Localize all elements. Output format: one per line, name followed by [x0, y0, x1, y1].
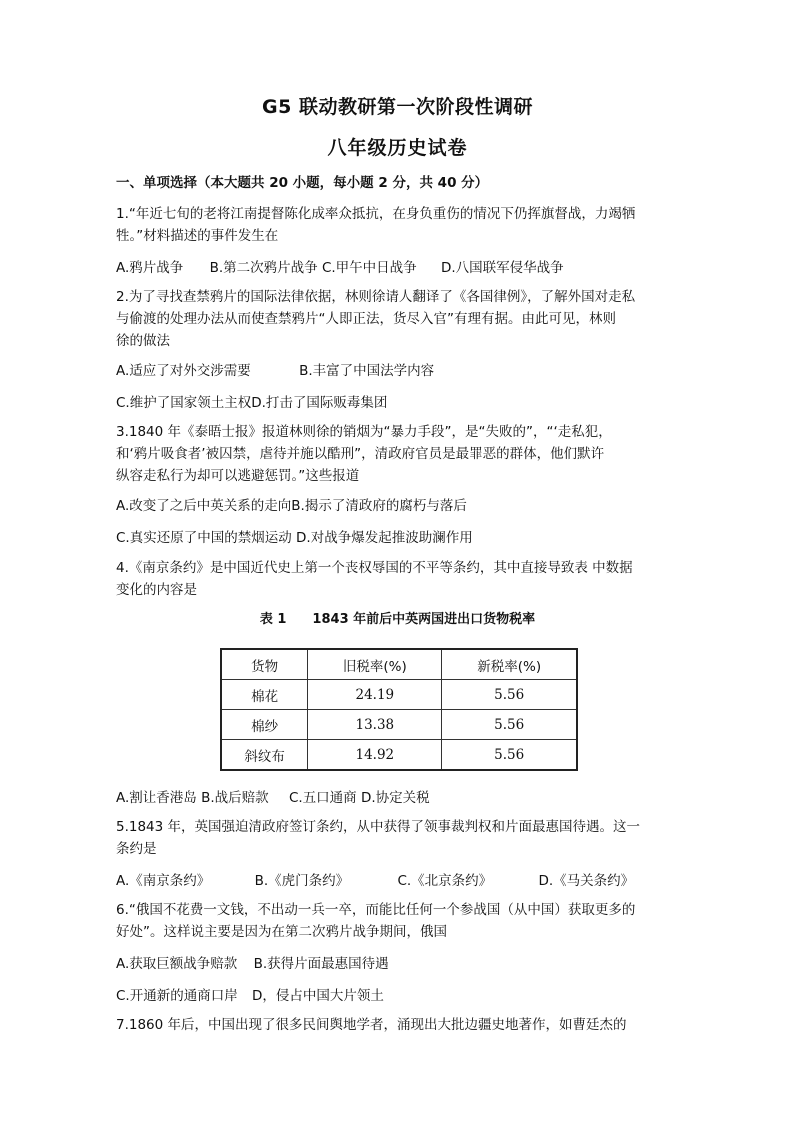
question-4-line-2: 变化的内容是 — [116, 582, 197, 598]
question-6-option-b: B.获得片面最惠国待遇 — [253, 956, 389, 972]
question-1-line-1: 1.“年近七旬的老将江南提督陈化成率众抵抗，在身负重伤的情况下仍挥旗督战，力竭牺 — [116, 206, 636, 222]
table-row — [221, 710, 577, 740]
question-4-options — [116, 786, 430, 806]
question-3-line-1: 3.1840 年《泰晤士报》报道林则徐的销烟为“暴力手段”，是“失败的”，“‘走私犯， — [116, 424, 612, 440]
table-header-cell: 货物 — [221, 649, 308, 680]
question-4-line-1: 4.《南京条约》是中国近代史上第一个丧权辱国的不平等条约，其中直接导致表 中数据 — [116, 560, 633, 576]
question-5-line-1: 5.1843 年，英国强迫清政府签订条约，从中获得了领事裁判权和片面最惠国待遇。这一 — [116, 819, 641, 835]
question-3-options-row-2: C.真实还原了中国的禁烟运动 D.对战争爆发起推波助澜作用 — [116, 530, 473, 546]
question-7 — [116, 1014, 686, 1036]
table-header-row — [221, 649, 577, 680]
table-cell-new-rate: 5.56 — [442, 710, 577, 740]
question-5-option-a: A.《南京条约》 — [116, 873, 211, 889]
question-2-line-1: 2.为了寻找查禁鸦片的国际法律依据，林则徐请人翻译了《各国律例》，了解外国对走私 — [116, 289, 636, 305]
question-3-line-2: 和‘鸦片吸食者’被囚禁，虐待并施以酷刑”，清政府官员是最罪恶的群体，他们默许 — [116, 446, 605, 462]
table-cell-item: 斜纹布 — [221, 740, 308, 771]
table-cell-new-rate: 5.56 — [442, 740, 577, 771]
question-4 — [116, 557, 686, 601]
question-2-options-row-2: C.维护了国家领土主权D.打击了国际贩毒集团 — [116, 395, 388, 411]
question-6-line-1: 6.“俄国不花费一文钱，不出动一兵一卒，而能比任何一个参战国（从中国）获取更多的 — [116, 902, 636, 918]
question-6-options-row-1 — [116, 952, 389, 972]
table-row — [221, 740, 577, 771]
question-5-line-2: 条约是 — [116, 841, 157, 857]
table-header-cell: 旧税率(%) — [308, 649, 442, 680]
table-cell-old-rate: 13.38 — [308, 710, 442, 740]
question-6-option-d: D，侵占中国大片领土 — [252, 988, 384, 1004]
question-6 — [116, 899, 686, 943]
section-heading: 一、单项选择（本大题共 20 小题，每小题 2 分，共 40 分） — [116, 175, 489, 191]
question-6-options-row-2 — [116, 984, 384, 1004]
question-5-option-c: C.《北京条约》 — [397, 873, 493, 889]
table-cell-old-rate: 24.19 — [308, 680, 442, 710]
question-2 — [116, 286, 686, 352]
question-3-line-3: 纵容走私行为却可以逃避惩罚。”这些报道 — [116, 468, 360, 484]
question-3 — [116, 421, 686, 487]
question-1-option-c: C.甲午中日战争 — [321, 260, 417, 276]
question-1 — [116, 203, 686, 247]
question-1-option-b: B.第二次鸦片战争 — [209, 260, 318, 276]
table-cell-old-rate: 14.92 — [308, 740, 442, 771]
question-1-options — [116, 256, 564, 276]
question-2-line-2: 与偷渡的处理办法从而使查禁鸦片“人即正法，货尽入官”有理有据。由此可见，林则 — [116, 311, 616, 327]
page-subtitle: 八年级历史试卷 — [327, 137, 468, 159]
question-2-option-a: A.适应了对外交涉需要 — [116, 363, 251, 379]
question-6-option-a: A.获取巨额战争赔款 — [116, 956, 238, 972]
question-5 — [116, 816, 686, 860]
table-cell-item: 棉花 — [221, 680, 308, 710]
question-1-option-d: D.八国联军侵华战争 — [440, 260, 564, 276]
question-6-line-2: 好处”。这样说主要是因为在第二次鸦片战争期间，俄国 — [116, 924, 447, 940]
question-5-option-d: D.《马关条约》 — [538, 873, 635, 889]
question-4-option-cd: C.五口通商 D.协定关税 — [288, 790, 430, 806]
table-cell-item: 棉纱 — [221, 710, 308, 740]
table-header-cell: 新税率(%) — [442, 649, 577, 680]
question-1-line-2: 牲。”材料描述的事件发生在 — [116, 228, 279, 244]
table-caption: 表 1 1843 年前后中英两国进出口货物税率 — [259, 612, 536, 627]
question-3-options-row-1: A.改变了之后中英关系的走向B.揭示了清政府的腐朽与落后 — [116, 498, 467, 514]
question-2-option-b: B.丰富了中国法学内容 — [299, 363, 435, 379]
table-row — [221, 680, 577, 710]
question-4-option-ab: A.割让香港岛 B.战后赔款 — [116, 790, 269, 806]
table-cell-new-rate: 5.56 — [442, 680, 577, 710]
tax-rate-table — [220, 648, 578, 771]
question-5-option-b: B.《虎门条约》 — [254, 873, 350, 889]
question-1-option-a: A.鸦片战争 — [116, 260, 184, 276]
question-2-options-row-1 — [116, 359, 434, 379]
page-title: G5 联动教研第一次阶段性调研 — [262, 96, 533, 118]
question-7-line-1: 7.1860 年后，中国出现了很多民间舆地学者，涌现出大批边疆史地著作，如曹廷杰的 — [116, 1017, 627, 1033]
question-6-option-c: C.开通新的通商口岸 — [116, 988, 238, 1004]
question-2-line-3: 徐的做法 — [116, 333, 170, 349]
question-5-options — [116, 869, 634, 889]
